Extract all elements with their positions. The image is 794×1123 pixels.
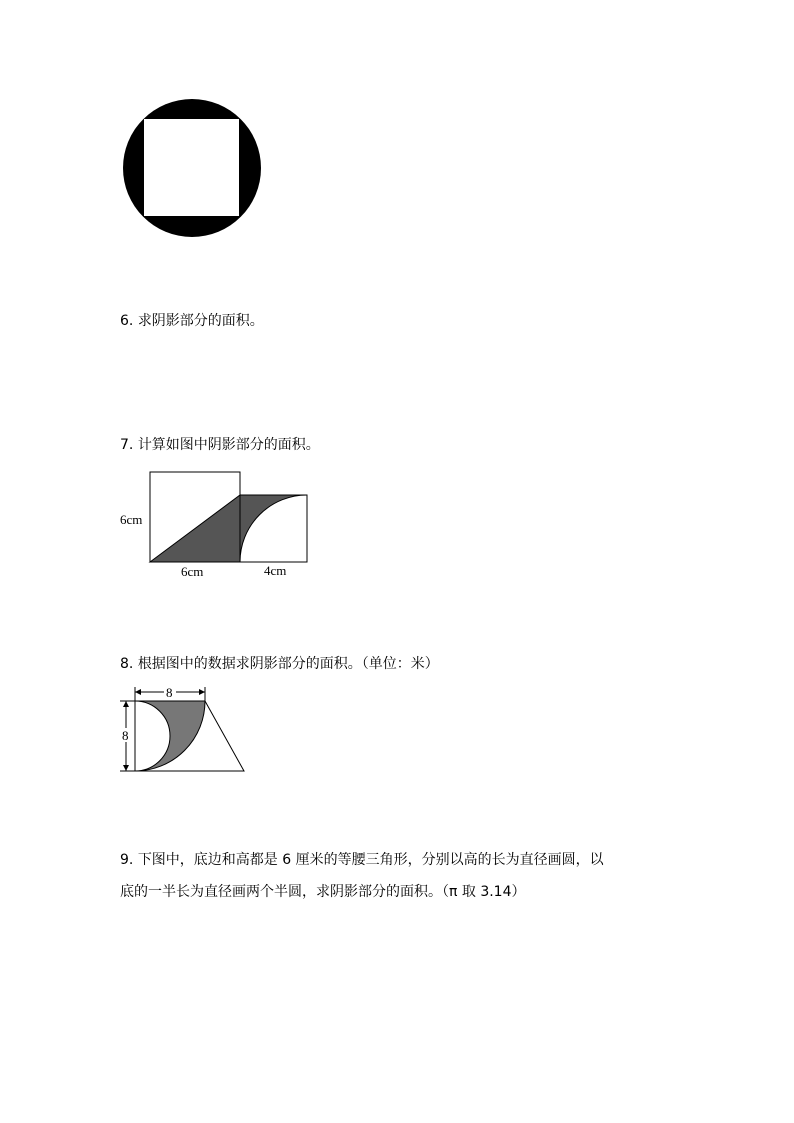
question-number: 9. (120, 852, 134, 868)
label-top-width: 8 (166, 685, 173, 700)
shaded-triangle (150, 495, 240, 562)
question-8 (120, 651, 439, 677)
question-number: 8. (120, 656, 134, 672)
arrow-left-icon (135, 689, 141, 695)
question-9 (120, 847, 604, 905)
circle-square-figure (120, 98, 265, 243)
question-text: 求阴影部分的面积。 (137, 313, 264, 329)
arrow-right-icon (199, 689, 205, 695)
label-right-width: 4cm (264, 563, 287, 578)
figure-7 (115, 465, 315, 583)
shaded-corner (240, 495, 307, 562)
question-7 (120, 432, 320, 458)
label-side-height: 8 (122, 728, 129, 743)
question-number: 6. (120, 313, 134, 329)
question-6 (120, 308, 264, 334)
question-text: 下图中，底边和高都是 6 厘米的等腰三角形，分别以高的长为直径画圆，以 (137, 852, 604, 868)
arrow-down-icon (123, 765, 129, 771)
question-line-2: 底的一半长为直径画两个半圆，求阴影部分的面积。（π 取 3.14） (120, 884, 526, 900)
figure-8 (115, 683, 250, 778)
arrow-up-icon (123, 701, 129, 707)
question-number: 7. (120, 437, 134, 453)
question-text: 根据图中的数据求阴影部分的面积。（单位：米） (137, 656, 439, 672)
white-square (144, 119, 239, 216)
label-left-width: 6cm (181, 564, 204, 579)
label-left-height: 6cm (120, 512, 143, 527)
question-line-1 (120, 847, 604, 873)
question-text: 计算如图中阴影部分的面积。 (137, 437, 320, 453)
shaded-region (135, 701, 205, 771)
